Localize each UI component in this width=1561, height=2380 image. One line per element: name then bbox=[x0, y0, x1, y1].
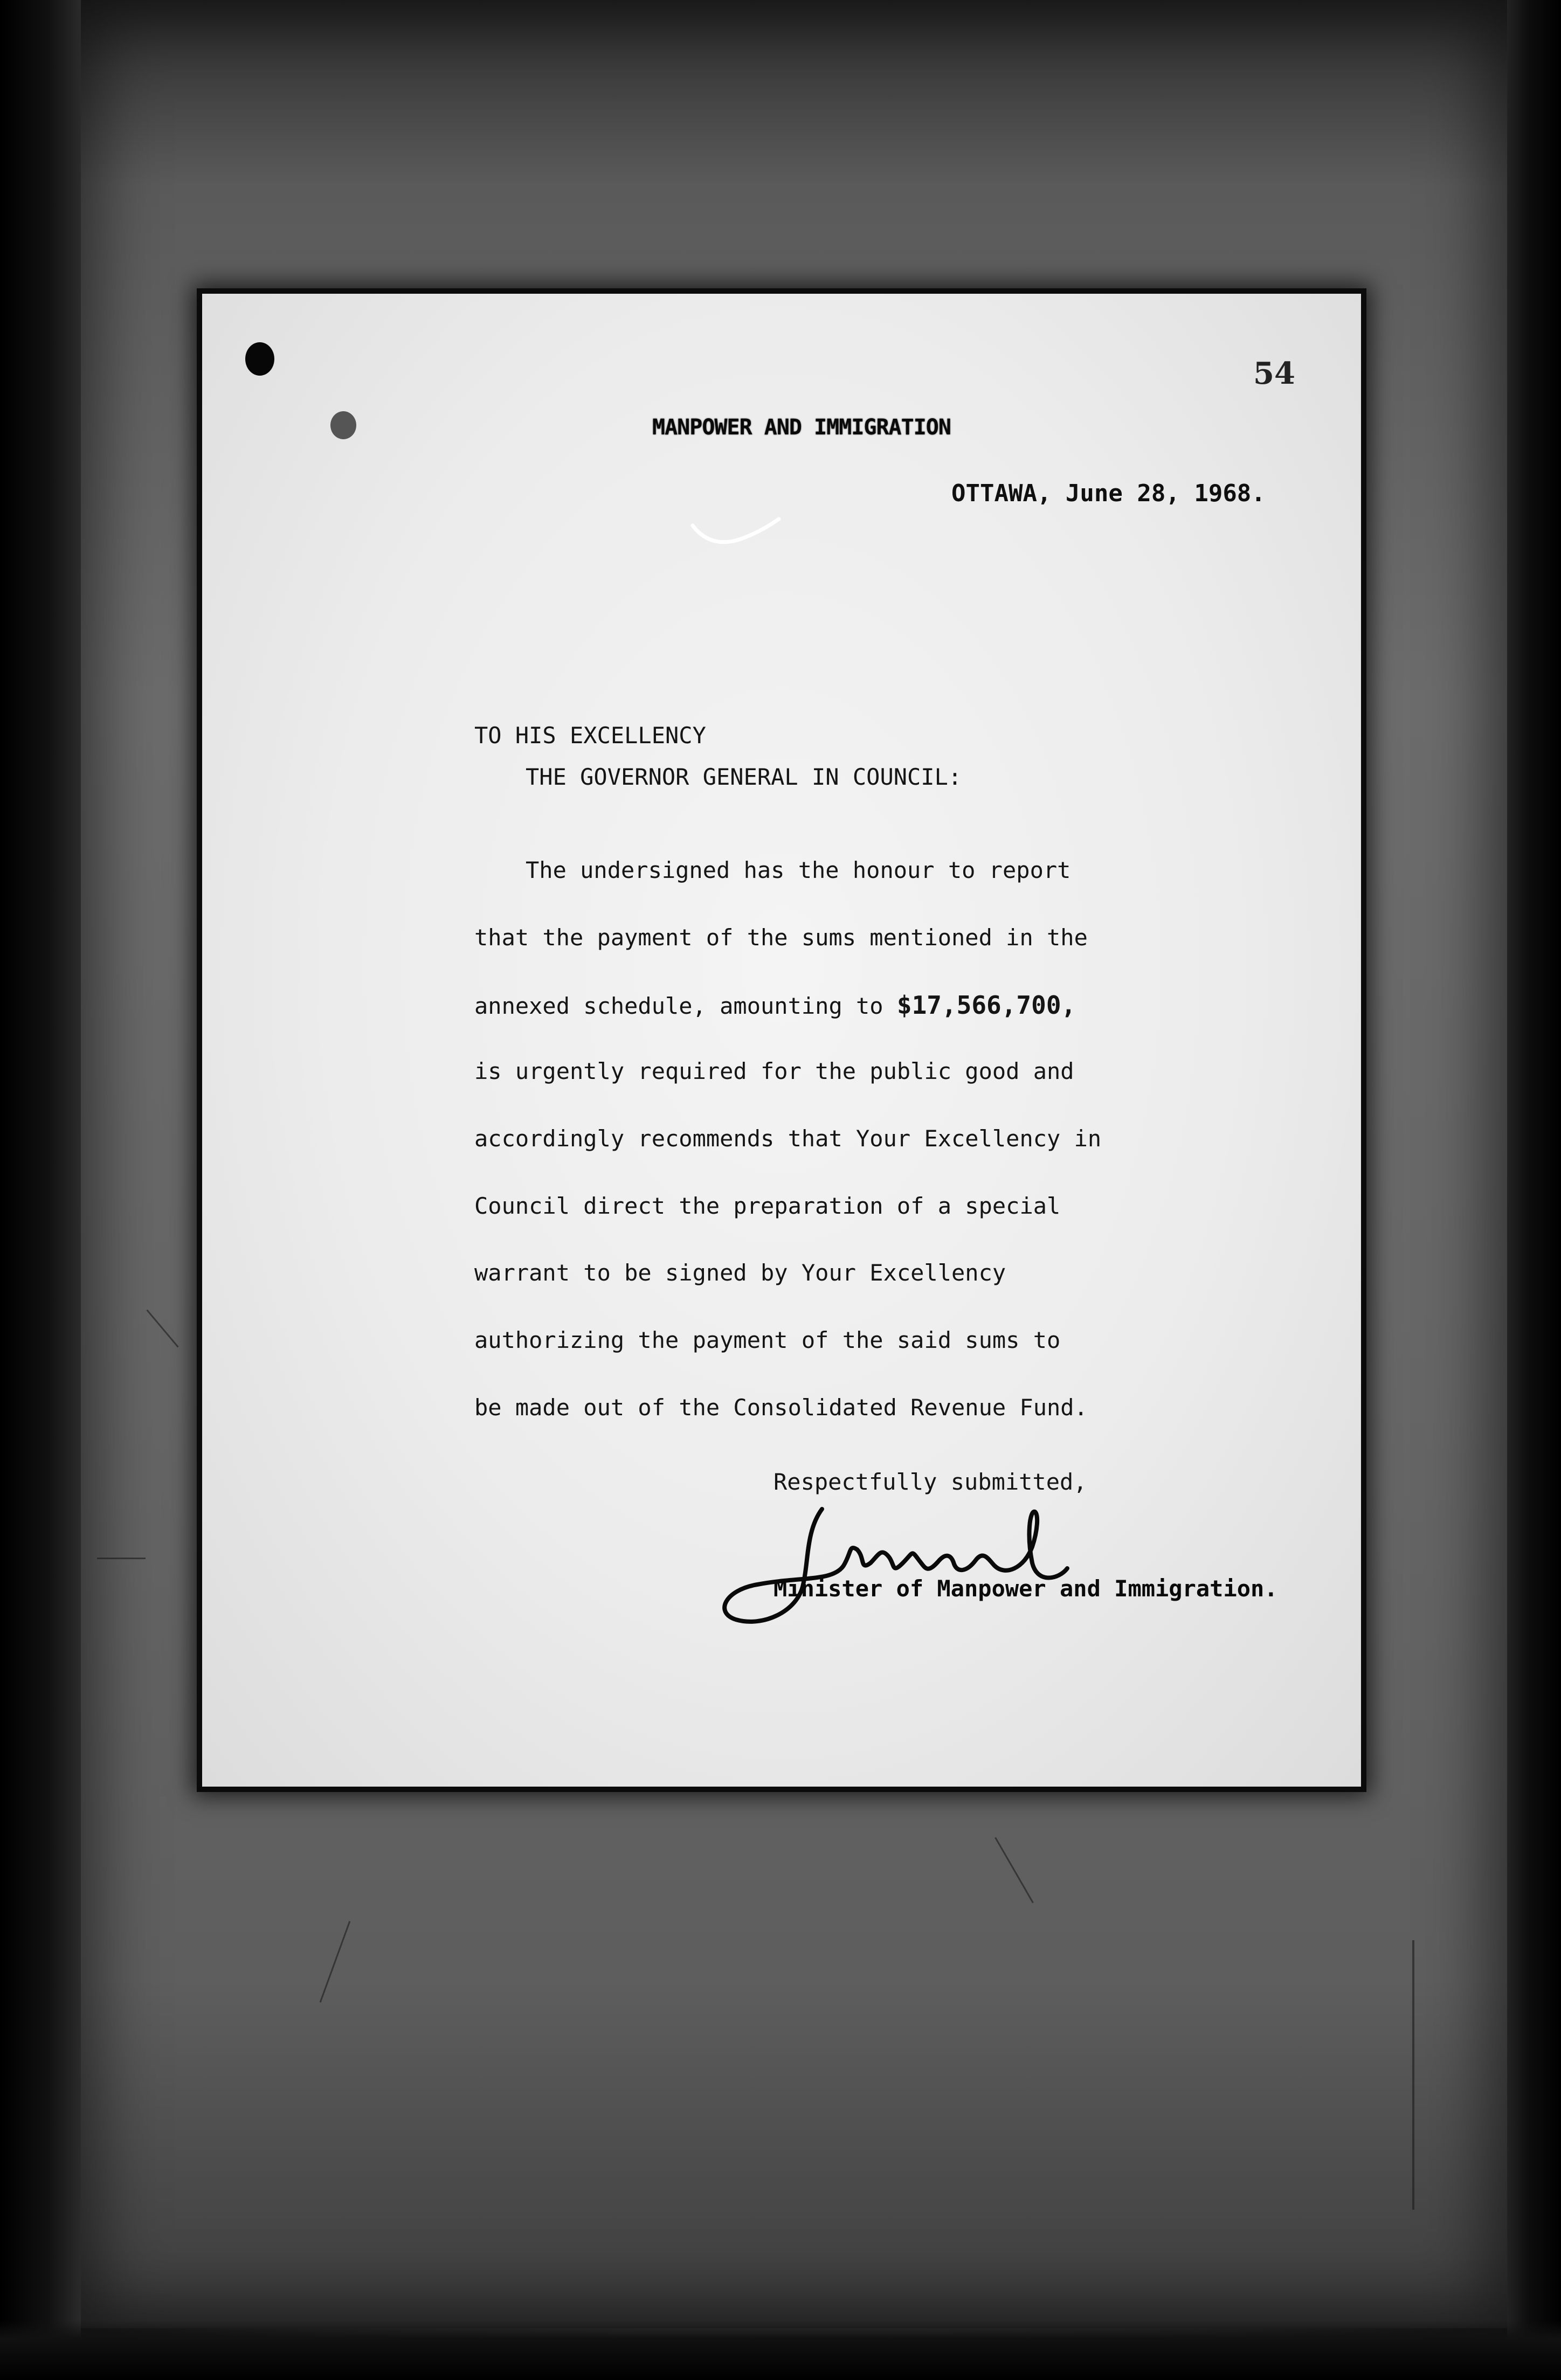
body-line: accordingly recommends that Your Excellency in bbox=[474, 1125, 1102, 1152]
amount: $17,566,700, bbox=[896, 991, 1076, 1020]
body-line: The undersigned has the honour to report bbox=[526, 857, 1071, 883]
body-line: authorizing the payment of the said sums to bbox=[474, 1327, 1061, 1353]
body-line bbox=[474, 991, 1076, 1020]
film-left-edge bbox=[0, 0, 81, 2380]
body-line: Council direct the preparation of a special bbox=[474, 1193, 1061, 1219]
signature bbox=[714, 1498, 1070, 1628]
body-text: annexed schedule, amounting to bbox=[474, 993, 897, 1019]
signatory-title: Minister of Manpower and Immigration. bbox=[773, 1575, 1278, 1602]
address-line: THE GOVERNOR GENERAL IN COUNCIL: bbox=[526, 764, 962, 790]
closing: Respectfully submitted, bbox=[773, 1469, 1087, 1495]
body-line: that the payment of the sums mentioned in the bbox=[474, 924, 1088, 951]
film-scratch bbox=[97, 1558, 146, 1559]
body-line: warrant to be signed by Your Excellency bbox=[474, 1260, 1006, 1286]
page-number: 54 bbox=[1253, 356, 1295, 391]
document-page bbox=[202, 294, 1361, 1787]
punch-hole bbox=[245, 342, 274, 376]
address-line: TO HIS EXCELLENCY bbox=[474, 722, 706, 749]
body-line: be made out of the Consolidated Revenue Fund. bbox=[474, 1394, 1088, 1421]
film-scratch bbox=[1412, 1940, 1414, 2210]
body-line: is urgently required for the public good and bbox=[474, 1058, 1074, 1084]
film-bottom-edge bbox=[0, 2321, 1561, 2380]
punch-hole bbox=[330, 411, 356, 439]
date-line: OTTAWA, June 28, 1968. bbox=[951, 480, 1266, 507]
check-mark-icon bbox=[687, 515, 784, 552]
film-right-edge bbox=[1507, 0, 1561, 2380]
department-heading: MANPOWER AND IMMIGRATION bbox=[652, 415, 951, 440]
